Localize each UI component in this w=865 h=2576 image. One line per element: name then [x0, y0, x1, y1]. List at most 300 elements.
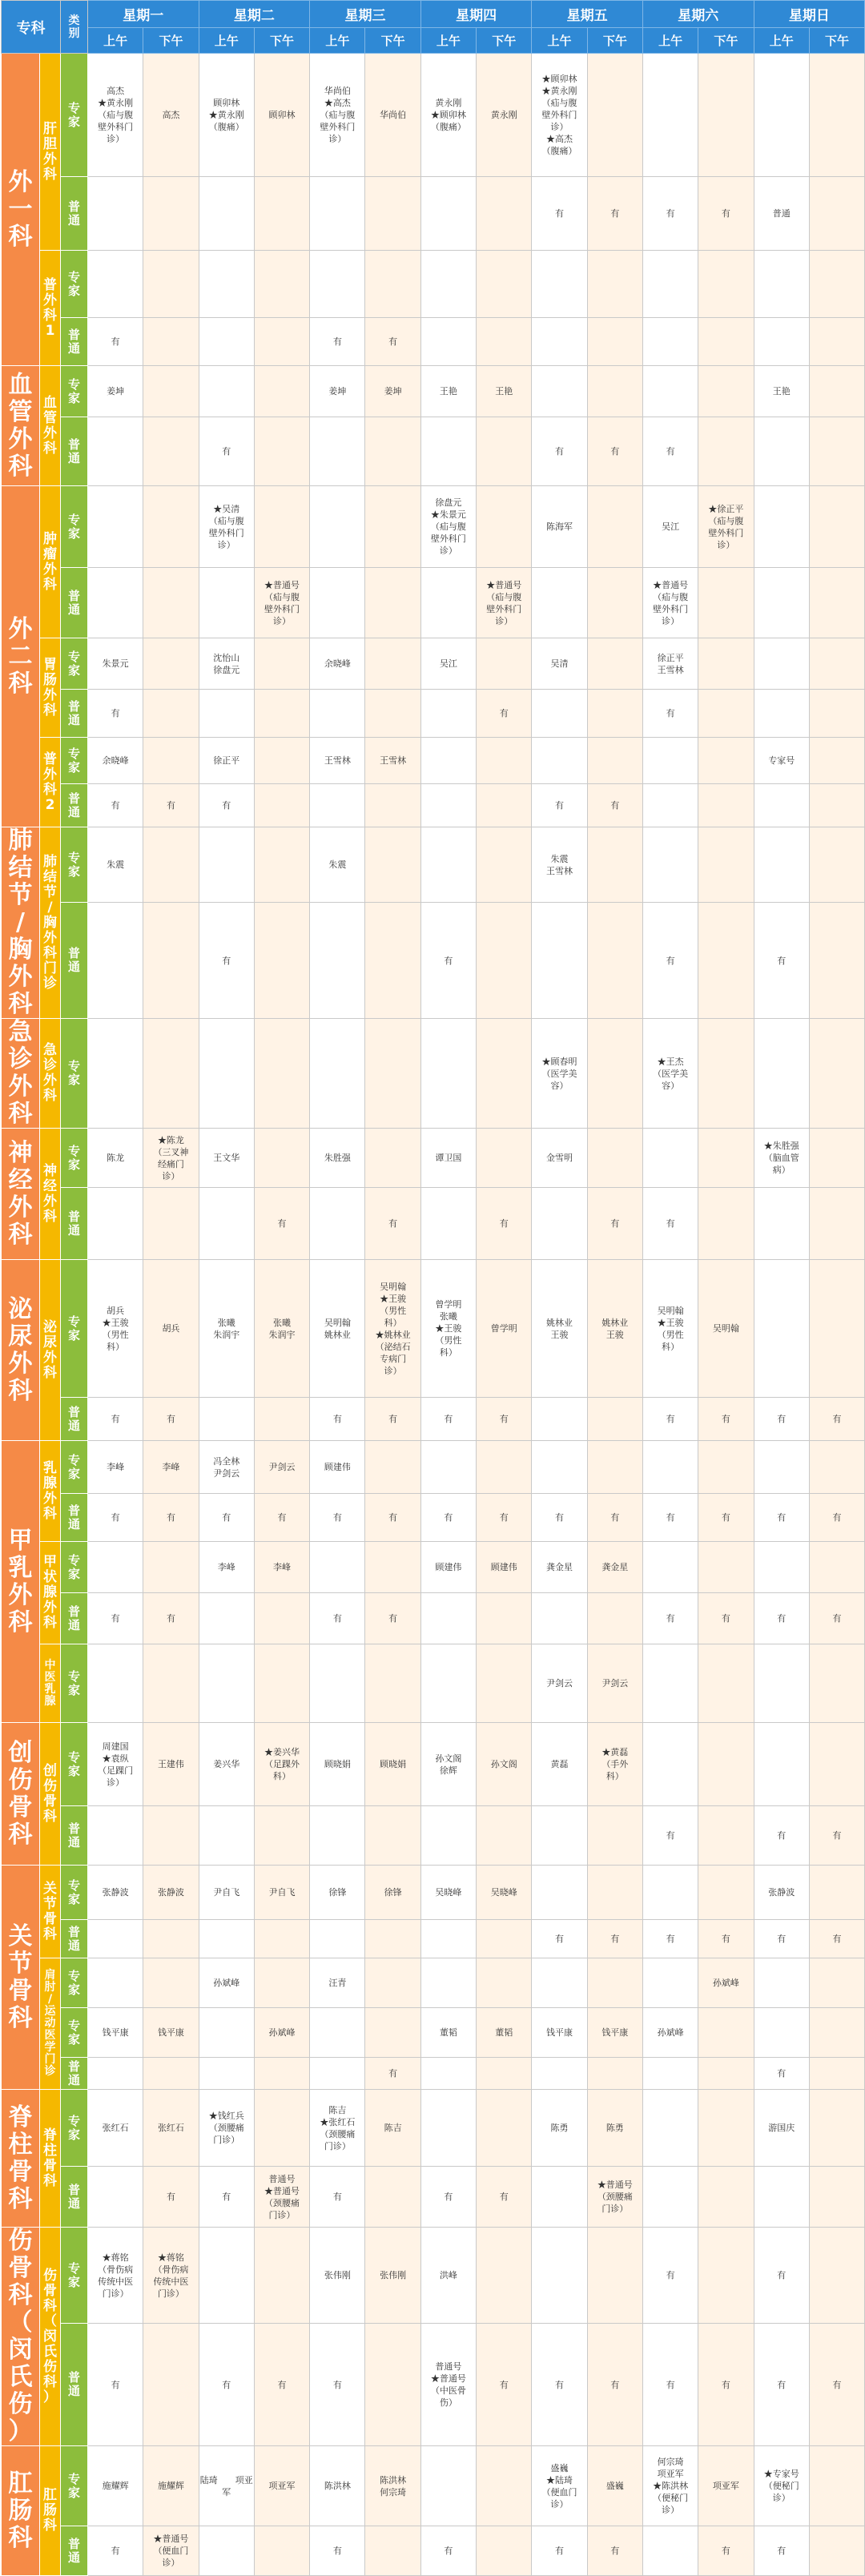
header-day: 星期一 [88, 1, 199, 28]
schedule-cell: 陈龙 [88, 1129, 143, 1188]
schedule-cell [587, 638, 642, 690]
schedule-cell: 钱平康 [143, 2008, 199, 2058]
schedule-cell: ★顾卯林 ★黄永刚 （疝与腹 壁外科门 诊） ★高杰 （腹痛） [532, 54, 587, 177]
schedule-cell: 有 [698, 2526, 754, 2576]
schedule-cell: 有 [310, 1593, 365, 1644]
schedule-cell: ★钱红兵 （颈腰痛 门诊） [199, 2090, 254, 2167]
schedule-row [2, 1723, 865, 1806]
category-label: 专 家 [61, 1644, 88, 1723]
category-label: 专 家 [61, 486, 88, 568]
schedule-cell: 有 [88, 318, 143, 366]
schedule-cell [587, 903, 642, 1019]
schedule-cell [365, 1806, 420, 1866]
schedule-cell [754, 1260, 809, 1398]
schedule-cell: 陈洪林 [310, 2446, 365, 2526]
schedule-cell: ★黄磊 （手外 科） [587, 1723, 642, 1806]
schedule-cell: 张静波 [754, 1866, 809, 1920]
schedule-cell: 顾建伟 [310, 1441, 365, 1494]
schedule-cell: 吴明翰 ★王骏 （男性 科） [642, 1260, 698, 1398]
specialty-label: 泌 尿 外 科 [2, 1260, 40, 1441]
schedule-cell: 有 [88, 690, 143, 738]
schedule-cell: 龚金星 [532, 1542, 587, 1593]
schedule-cell [809, 568, 864, 638]
schedule-row [2, 2526, 865, 2576]
schedule-cell [587, 1958, 642, 2008]
schedule-cell [587, 318, 642, 366]
schedule-cell [477, 903, 532, 1019]
subspecialty-label: 乳 腺 外 科 [40, 1441, 61, 1542]
schedule-row [2, 738, 865, 784]
schedule-cell: 董韬 [420, 2008, 476, 2058]
schedule-row [2, 54, 865, 177]
schedule-cell [698, 738, 754, 784]
schedule-cell: 有 [310, 1398, 365, 1441]
schedule-cell [477, 177, 532, 251]
schedule-cell [310, 1644, 365, 1723]
schedule-cell [143, 1958, 199, 2008]
schedule-cell [754, 2008, 809, 2058]
schedule-cell [477, 2090, 532, 2167]
schedule-cell [310, 1806, 365, 1866]
schedule-cell [365, 177, 420, 251]
schedule-cell: 姚林业 王骏 [587, 1260, 642, 1398]
schedule-cell [254, 2058, 309, 2090]
schedule-cell: 有 [143, 784, 199, 827]
schedule-cell: 谭卫国 [420, 1129, 476, 1188]
schedule-cell [254, 1806, 309, 1866]
schedule-cell [642, 251, 698, 318]
header-pm: 下午 [365, 28, 420, 54]
schedule-cell [310, 2008, 365, 2058]
category-label: 普 通 [61, 568, 88, 638]
category-label: 专 家 [61, 2090, 88, 2167]
schedule-cell [365, 568, 420, 638]
schedule-cell: 有 [365, 1398, 420, 1441]
schedule-cell [642, 784, 698, 827]
schedule-cell: 有 [143, 2167, 199, 2228]
schedule-cell: 有 [642, 903, 698, 1019]
specialty-label: 外 二 科 [2, 486, 40, 827]
schedule-cell: 吴明翰 ★王骏 （男性 科） ★姚林业 （泌结石 专病门 诊） [365, 1260, 420, 1398]
schedule-row [2, 177, 865, 251]
schedule-cell [587, 251, 642, 318]
schedule-cell [587, 738, 642, 784]
schedule-cell [754, 251, 809, 318]
schedule-cell: 朱景元 [88, 638, 143, 690]
schedule-cell [809, 2446, 864, 2526]
header-day: 星期四 [420, 1, 532, 28]
schedule-cell: 有 [809, 1806, 864, 1866]
schedule-cell: 有 [642, 1920, 698, 1958]
schedule-cell [420, 1920, 476, 1958]
schedule-cell [754, 568, 809, 638]
schedule-cell: 有 [642, 1398, 698, 1441]
schedule-cell [754, 486, 809, 568]
schedule-cell: 尹剑云 [532, 1644, 587, 1723]
schedule-cell: 有 [809, 1593, 864, 1644]
header-am: 上午 [199, 28, 254, 54]
schedule-cell: 有 [365, 1188, 420, 1260]
schedule-cell [420, 784, 476, 827]
schedule-cell [477, 1644, 532, 1723]
schedule-cell [754, 638, 809, 690]
schedule-row [2, 366, 865, 417]
category-label: 专 家 [61, 1866, 88, 1920]
header-day: 星期五 [532, 1, 643, 28]
schedule-cell: 有 [698, 2324, 754, 2446]
schedule-cell: 有 [310, 2526, 365, 2576]
schedule-cell [809, 1260, 864, 1398]
schedule-cell [199, 2526, 254, 2576]
schedule-cell: 吴江 [420, 638, 476, 690]
schedule-cell [642, 2167, 698, 2228]
schedule-cell [310, 1920, 365, 1958]
schedule-cell: 普通号 ★普通号 （中医骨 伤） [420, 2324, 476, 2446]
schedule-cell: ★专家号 （便秘门 诊） [754, 2446, 809, 2526]
schedule-cell [199, 366, 254, 417]
header-day: 星期二 [199, 1, 310, 28]
schedule-cell: ★徐正平 （疝与腹 壁外科门 诊） [698, 486, 754, 568]
schedule-cell: 有 [587, 1494, 642, 1542]
category-label: 专 家 [61, 827, 88, 903]
schedule-cell: 项亚军 [698, 2446, 754, 2526]
subspecialty-label: 关 节 骨 科 [40, 1866, 61, 1958]
schedule-cell [809, 738, 864, 784]
schedule-cell [365, 1644, 420, 1723]
schedule-cell [477, 251, 532, 318]
schedule-cell [477, 1441, 532, 1494]
schedule-cell [199, 690, 254, 738]
schedule-cell: 黄永刚 ★顾卯林 （腹痛） [420, 54, 476, 177]
schedule-cell: 有 [199, 417, 254, 486]
schedule-cell [310, 784, 365, 827]
schedule-cell [754, 1542, 809, 1593]
schedule-row [2, 1398, 865, 1441]
schedule-cell [310, 903, 365, 1019]
schedule-cell: 孙文阁 [477, 1723, 532, 1806]
schedule-cell: ★蒋铭 （骨伤病 传统中医 门诊） [88, 2228, 143, 2324]
schedule-cell: 有 [587, 784, 642, 827]
schedule-cell: 董韬 [477, 2008, 532, 2058]
schedule-row [2, 690, 865, 738]
schedule-cell: 有 [642, 1494, 698, 1542]
schedule-cell [143, 827, 199, 903]
schedule-cell: 胡兵 [143, 1260, 199, 1398]
schedule-cell [587, 1019, 642, 1129]
specialty-label: 外 一 科 [2, 54, 40, 366]
schedule-cell [365, 2008, 420, 2058]
schedule-cell [88, 1019, 143, 1129]
schedule-cell [532, 1593, 587, 1644]
schedule-cell [587, 486, 642, 568]
schedule-cell: 有 [754, 2324, 809, 2446]
schedule-cell: 有 [199, 1494, 254, 1542]
schedule-row [2, 486, 865, 568]
schedule-cell: 有 [642, 2324, 698, 2446]
schedule-cell [698, 2228, 754, 2324]
schedule-cell: 有 [88, 2324, 143, 2446]
schedule-cell [532, 1441, 587, 1494]
schedule-cell [420, 738, 476, 784]
schedule-cell: 洪峰 [420, 2228, 476, 2324]
schedule-cell [365, 2324, 420, 2446]
schedule-cell: 孙斌峰 [698, 1958, 754, 2008]
schedule-cell [143, 903, 199, 1019]
schedule-cell: ★朱胜强 （脑血管 病） [754, 1129, 809, 1188]
category-label: 专 家 [61, 1129, 88, 1188]
schedule-cell: 顾建伟 [477, 1542, 532, 1593]
schedule-cell: 王建伟 [143, 1723, 199, 1806]
schedule-cell: 顾卯林 ★黄永刚 （腹痛） [199, 54, 254, 177]
schedule-cell [254, 1958, 309, 2008]
schedule-cell: 盛巍 ★陆琦 （便血门 诊） [532, 2446, 587, 2526]
schedule-cell [754, 1441, 809, 1494]
schedule-cell [143, 1019, 199, 1129]
header-am: 上午 [310, 28, 365, 54]
schedule-cell [143, 2058, 199, 2090]
schedule-cell: 陈吉 ★张红石 （颈腰痛 门诊） [310, 2090, 365, 2167]
schedule-cell: 有 [199, 2167, 254, 2228]
schedule-cell [420, 690, 476, 738]
schedule-cell [698, 417, 754, 486]
schedule-cell [420, 1644, 476, 1723]
schedule-cell: 张静波 [88, 1866, 143, 1920]
schedule-cell [199, 1593, 254, 1644]
subspecialty-label: 肩 肘 / 运 动 医 学 门 诊 [40, 1958, 61, 2090]
schedule-cell: 华尚伯 ★高杰 （疝与腹 壁外科门 诊） [310, 54, 365, 177]
category-label: 普 通 [61, 1920, 88, 1958]
schedule-cell [88, 903, 143, 1019]
schedule-cell [254, 366, 309, 417]
schedule-cell [809, 1019, 864, 1129]
schedule-cell [143, 690, 199, 738]
specialty-label: 关 节 骨 科 [2, 1866, 40, 2090]
schedule-cell [310, 2058, 365, 2090]
schedule-cell: 有 [754, 903, 809, 1019]
specialty-label: 脊 柱 骨 科 [2, 2090, 40, 2228]
schedule-cell [809, 1129, 864, 1188]
schedule-cell [809, 784, 864, 827]
schedule-cell [754, 1723, 809, 1806]
schedule-row [2, 568, 865, 638]
schedule-cell: 李峰 [199, 1542, 254, 1593]
schedule-row [2, 251, 865, 318]
schedule-cell [809, 638, 864, 690]
schedule-cell [254, 251, 309, 318]
schedule-cell [698, 638, 754, 690]
schedule-cell [254, 903, 309, 1019]
schedule-cell [254, 827, 309, 903]
schedule-cell [587, 1398, 642, 1441]
category-label: 专 家 [61, 2228, 88, 2324]
schedule-cell [754, 1188, 809, 1260]
schedule-cell [698, 366, 754, 417]
schedule-cell: 有 [698, 1398, 754, 1441]
schedule-cell [143, 1806, 199, 1866]
schedule-row [2, 1866, 865, 1920]
schedule-cell [809, 2167, 864, 2228]
schedule-cell [88, 568, 143, 638]
schedule-cell [420, 1958, 476, 2008]
schedule-row [2, 2008, 865, 2058]
schedule-cell: 王艳 [477, 366, 532, 417]
schedule-cell [199, 1644, 254, 1723]
schedule-cell: 朱震 [88, 827, 143, 903]
category-label: 普 通 [61, 784, 88, 827]
schedule-cell [254, 638, 309, 690]
schedule-cell [143, 1644, 199, 1723]
schedule-cell [754, 1644, 809, 1723]
schedule-cell: 有 [642, 1593, 698, 1644]
schedule-cell [365, 638, 420, 690]
schedule-cell [698, 2058, 754, 2090]
category-label: 普 通 [61, 417, 88, 486]
schedule-cell: 姜坤 [365, 366, 420, 417]
category-label: 普 通 [61, 1188, 88, 1260]
schedule-cell: 姜坤 [310, 366, 365, 417]
schedule-cell: 有 [698, 1593, 754, 1644]
schedule-cell [754, 784, 809, 827]
schedule-cell: 有 [477, 2324, 532, 2446]
schedule-cell: 姜兴华 [199, 1723, 254, 1806]
header-am: 上午 [532, 28, 587, 54]
schedule-cell [420, 1806, 476, 1866]
schedule-cell: 有 [365, 318, 420, 366]
schedule-cell: 张静波 [143, 1866, 199, 1920]
schedule-cell: 有 [88, 784, 143, 827]
schedule-cell [254, 1398, 309, 1441]
category-label: 普 通 [61, 1398, 88, 1441]
schedule-cell: 吴晓峰 [477, 1866, 532, 1920]
schedule-cell [809, 251, 864, 318]
schedule-cell: 有 [642, 2228, 698, 2324]
schedule-cell: 何宗琦 项亚军 ★陈洪林 （便秘门 诊） [642, 2446, 698, 2526]
schedule-cell [143, 738, 199, 784]
schedule-cell [420, 2058, 476, 2090]
schedule-cell: 有 [365, 1593, 420, 1644]
schedule-cell [143, 2324, 199, 2446]
schedule-cell [532, 2167, 587, 2228]
schedule-cell [365, 690, 420, 738]
schedule-cell [532, 568, 587, 638]
schedule-cell [143, 177, 199, 251]
schedule-cell: 游国庆 [754, 2090, 809, 2167]
schedule-row [2, 1260, 865, 1398]
schedule-cell [754, 318, 809, 366]
specialty-label: 急 诊 外 科 [2, 1019, 40, 1129]
schedule-cell: 有 [809, 2324, 864, 2446]
schedule-cell [88, 486, 143, 568]
category-label: 专 家 [61, 366, 88, 417]
schedule-cell: 陈勇 [587, 2090, 642, 2167]
schedule-cell: 有 [642, 690, 698, 738]
schedule-cell: 钱平康 [532, 2008, 587, 2058]
schedule-cell: 钱平康 [587, 2008, 642, 2058]
schedule-cell [698, 1866, 754, 1920]
schedule-cell: 周建国 ★袁纵 （足踝门 诊） [88, 1723, 143, 1806]
schedule-cell [88, 2058, 143, 2090]
schedule-cell [809, 54, 864, 177]
schedule-cell: 吴明翰 [698, 1260, 754, 1398]
schedule-cell [532, 738, 587, 784]
schedule-cell [199, 1920, 254, 1958]
category-label: 普 通 [61, 2167, 88, 2228]
header-day: 星期三 [310, 1, 421, 28]
schedule-cell: 有 [365, 2058, 420, 2090]
category-label: 专 家 [61, 2008, 88, 2058]
schedule-cell: 曾学明 张曦 ★王骏 （男性 科） [420, 1260, 476, 1398]
header-row-days [2, 1, 865, 28]
outpatient-schedule-table [1, 0, 865, 2576]
schedule-cell: 王艳 [420, 366, 476, 417]
header-pm: 下午 [477, 28, 532, 54]
category-label: 普 通 [61, 177, 88, 251]
schedule-cell: 盛巍 [587, 2446, 642, 2526]
subspecialty-label: 脊 柱 骨 科 [40, 2090, 61, 2228]
schedule-cell [587, 54, 642, 177]
schedule-cell [199, 2058, 254, 2090]
schedule-cell: 有 [754, 1806, 809, 1866]
schedule-cell: 施耀辉 [88, 2446, 143, 2526]
schedule-cell [809, 318, 864, 366]
schedule-cell [532, 1958, 587, 2008]
schedule-cell [532, 2058, 587, 2090]
schedule-cell [420, 1019, 476, 1129]
schedule-cell [754, 54, 809, 177]
schedule-cell: 曾学明 [477, 1260, 532, 1398]
schedule-cell [143, 1188, 199, 1260]
schedule-cell [365, 486, 420, 568]
schedule-cell: 有 [698, 1494, 754, 1542]
schedule-cell [199, 568, 254, 638]
schedule-cell: 姚林业 王骏 [532, 1260, 587, 1398]
schedule-cell: 高杰 ★黄永刚 （疝与腹 壁外科门 诊） [88, 54, 143, 177]
schedule-cell [310, 417, 365, 486]
schedule-cell: 有 [754, 2058, 809, 2090]
schedule-cell [477, 318, 532, 366]
schedule-cell [143, 251, 199, 318]
schedule-cell: 有 [88, 1494, 143, 1542]
schedule-cell [698, 1723, 754, 1806]
schedule-cell: 有 [532, 1920, 587, 1958]
schedule-body [2, 54, 865, 2576]
header-am: 上午 [642, 28, 698, 54]
schedule-cell [88, 1188, 143, 1260]
schedule-cell [642, 318, 698, 366]
specialty-label: 伤 骨 科 （ 闵 氏 伤 ） [2, 2228, 40, 2446]
schedule-cell: 李峰 [143, 1441, 199, 1494]
schedule-cell [199, 1398, 254, 1441]
subspecialty-label: 血 管 外 科 [40, 366, 61, 486]
schedule-cell [310, 1188, 365, 1260]
subspecialty-label: 创 伤 骨 科 [40, 1723, 61, 1866]
schedule-cell: 有 [254, 1494, 309, 1542]
schedule-cell [365, 827, 420, 903]
schedule-cell: 陆琦 项亚军 [199, 2446, 254, 2526]
schedule-cell: 尹自飞 [254, 1866, 309, 1920]
schedule-cell: 汪青 [310, 1958, 365, 2008]
schedule-cell [420, 1441, 476, 1494]
schedule-cell [88, 2167, 143, 2228]
schedule-cell [809, 2526, 864, 2576]
specialty-label: 甲 乳 外 科 [2, 1441, 40, 1723]
schedule-cell: 有 [754, 1494, 809, 1542]
schedule-cell [477, 2058, 532, 2090]
schedule-cell [310, 177, 365, 251]
schedule-cell [254, 738, 309, 784]
schedule-cell [143, 417, 199, 486]
subspecialty-label: 胃 肠 外 科 [40, 638, 61, 738]
